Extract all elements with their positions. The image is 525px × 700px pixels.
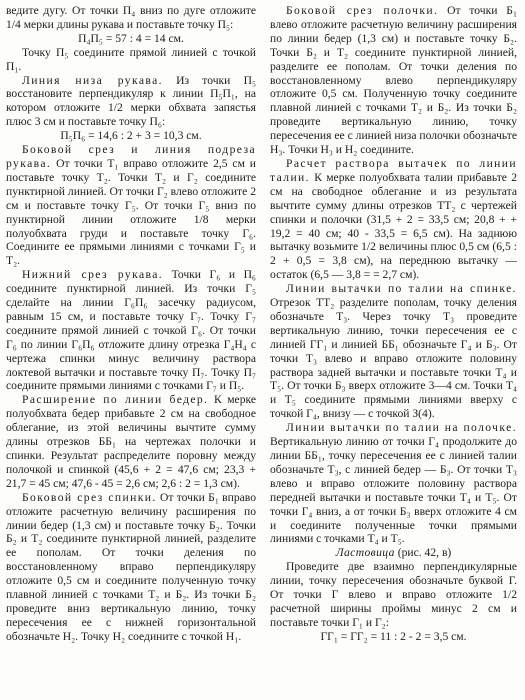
right-column-paragraph: [270, 157, 517, 282]
right-column-paragraph: [270, 546, 517, 560]
paragraph-text: Из точки П₅ восстановите перпендикуляр к линии П₅П₁, на котором отложите 1/2 мерки обхвата запястья плюс 3 см и поставьте точку П₆:: [6, 73, 256, 129]
paragraph-text: Точки Г₆ и П₆ соедините пунктирной линией. Из точки Г₅ сделайте на линии Г₆П₆ засечку радиусом, равным 15 см, и поставьте точку Г₇. Точку Г₇ соедините прямой линией с точкой Г₆. От точки Г₆ по линии Г₆П₆ отложите длину отрезка Г₄Н₄ с чертежа спинки минус величину раствора локтевой вытачки и поставьте точку П₇. Точку П₇ соедините прямыми линиями с точками Г₇ и П₅.: [6, 268, 256, 393]
left-text-column: [6, 4, 256, 644]
paragraph-text: Отрезок ТТ₂ разделите пополам, точку деления обозначьте Т₃. Через точку Т₃ проведите вертикальную линию, точки пересечения ее с линией ГГ₁ и линией ББ₁ обозначьте Г₄ и Б₃. От точки Т₃ влево и вправо отложите половину раствора задней вытачки и поставьте точки Т₄ и Т₅. От точки Б₃ вверх отложите 3—4 см. Точки Т₄ и Т₅ соедините прямыми линиями вверху с точкой Г₄, внизу — с точкой З(4).: [270, 296, 517, 421]
right-column-paragraph: [270, 560, 517, 630]
section-heading: Боковой срез спинки.: [22, 490, 157, 504]
left-column-paragraph: [6, 32, 256, 46]
left-column-paragraph: [6, 491, 256, 644]
left-column-paragraph: [6, 268, 256, 393]
left-column-paragraph: [6, 46, 256, 74]
paragraph-text: От точки Т₁ вправо отложите 2,5 см и поставьте точку Т₂. Точки Т₂ и Г₂ соедините пунктирной линией. От точки Г₂ влево отложите 2 см и поставьте точку Г₅. От точки Г₅ вниз по пунктирной линии отложите 1/8 мерки полуобхвата груди и поставьте точку Г₆. Соедините ее прямыми линиями с точками Г₅ и Т₂.: [6, 156, 256, 268]
right-column-paragraph: [270, 282, 517, 421]
section-heading: Расширение по линии бедер.: [22, 393, 209, 407]
section-heading: Боковой срез полочки.: [286, 4, 439, 17]
paragraph-text: Проведите две взаимно перпендикулярные линии, точку пересечения обозначьте буквой Г. От точки Г влево и вправо отложите 1/2 расчетной ширины проймы минус 2 см и поставьте точки Г₁ и Г₂:: [270, 560, 517, 629]
left-column-paragraph: [6, 4, 256, 32]
paragraph-text: (рис. 42, в): [394, 546, 452, 560]
paragraph-text: К мерке полуобхвата талии прибавьте 2 см на свободное облегание и из результата вычтите сумму длины отрезков ТТ₂ с чертежей спинки и полочки (31,5 + 2 = 33,5 см; 20,8 + + 19,2 = 40 см; 40 - 33,5 = 6,5 см). На заднюю вытачку возьмите 1/2 величины плюс 0,5 см (6,5 : 2 + 0,5 = 3,8 см), на переднюю вытачку — остаток (6,5 — 3,8 = = 2,7 см).: [270, 170, 517, 282]
paragraph-text: К мерке полуобхвата бедер прибавьте 2 см на свободное облегание, из этой величины вычтите сумму длины отрезков ББ₁ на чертежах полочки и спинки. Результат распределите поровну между полочкой и спинкой (45,6 + 2 = 47,6 см; 23,3 + 21,7 = 45 см; 47,6 - 45 = 2,6 см; 2,6 : 2 = 1,3 см).: [6, 393, 256, 490]
section-heading: Расчет раствора вытачек по линии талии.: [270, 156, 517, 184]
section-heading: Линия низа рукава.: [22, 73, 163, 87]
section-heading: Боковой срез и линия подреза рукава.: [6, 143, 256, 170]
right-column-paragraph: [270, 4, 517, 157]
paragraph-text: П₄П₅ = 57 : 4 = 14 см.: [78, 31, 184, 45]
left-column-paragraph: [6, 129, 256, 143]
paragraph-text: От точки Б₁ влево отложите расчетную величину расширения по линии бедер (1,3 см) и поставьте точку Б₂. Точки Б₂ и Т₂ соедините пунктирной линией, разделите ее пополам. От точки деления по восстановленному влево перпендикуляру отложите 0,5 см. Полученную точку соедините плавной линией с точками Т₂ и Б₂. Из точки Б₂ проведите вертикальную линию, точку пересечения ее с линией низа полочки обозначьте Н₃. Точки Н₃ и Н₂ соедините.: [270, 4, 517, 157]
left-column-paragraph: [6, 143, 256, 268]
right-column-paragraph: [270, 630, 517, 644]
left-column-paragraph: [6, 74, 256, 130]
left-column-paragraph: [6, 393, 256, 490]
section-heading: Линии вытачки по талии на полочке.: [286, 421, 517, 435]
paragraph-text: Точку П₅ соедините прямой линией с точкой П₁.: [6, 45, 256, 73]
paragraph-text: П₅П₆ = 14,6 : 2 + 3 = 10,3 см.: [60, 129, 202, 143]
section-heading: Нижний срез рукава.: [22, 268, 164, 282]
paragraph-text: От точки Б₁ вправо отложите расчетную величину расширения по линии бедер (1,3 см) и поставьте точку Б₂. Точки Б₂ и Т₂ соедините пунктирной линией, разделите ее пополам. От точки деления по восстановленному вправо перпендикуляру отложите 0,5 см и соедините полученную точку плавной линией с точками Т₂ и Б₂. Из точки Б₂ проведите вниз вертикальную линию, точку пересечения ее с нижней горизонтальной обозначьте Н₂. Точку Н₂ соедините с точкой Н₁.: [6, 490, 256, 643]
paragraph-text: Вертикальную линию от точки Г₄ продолжите до линии ББ₁, точку пересечения ее с линией талии обозначьте Т₃, с линией бедер — Б₃. От точки Т₃ влево и вправо отложите половину раствора передней вытачки и поставьте точки Т₄ и Т₅. От точки Г₄ вниз, а от точки Б₃ вверх отложите 4 см и соедините полученные точки прямыми линиями с точками Т₄ и Т₅.: [270, 435, 517, 546]
paragraph-text: ведите дугу. От точки П₄ вниз по дуге отложите 1/4 мерки длины рукава и поставьте точку П₅:: [6, 4, 256, 31]
section-heading: Линии вытачки по талии на спинке.: [286, 282, 517, 296]
right-text-column: [270, 4, 517, 644]
paragraph-text: ГГ₁ = ГГ₂ = 11 : 2 - 2 = 3,5 см.: [320, 629, 467, 643]
right-column-paragraph: [270, 421, 517, 546]
subsection-title: Ластовица: [335, 546, 395, 560]
